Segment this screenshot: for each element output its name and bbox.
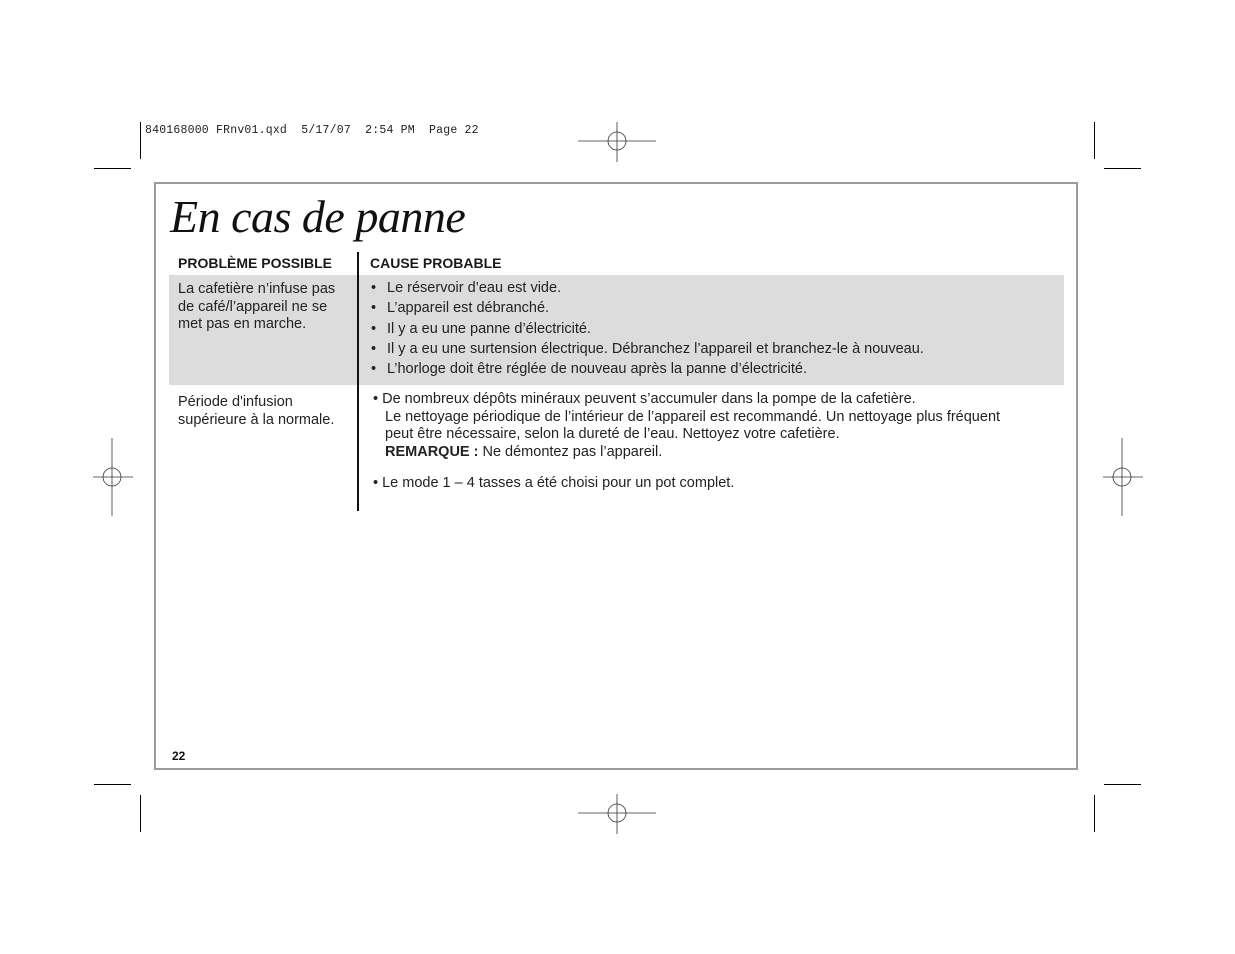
row-2-cause-1 xyxy=(373,391,1000,461)
column-divider xyxy=(357,252,359,511)
page-title: En cas de panne xyxy=(170,191,466,242)
note-line xyxy=(373,444,1000,462)
page-number: 22 xyxy=(172,749,186,763)
header-problem: PROBLÈME POSSIBLE xyxy=(178,255,333,271)
list-item: • Le réservoir d’eau est vide. xyxy=(371,280,562,296)
list-item: • L’appareil est débranché. xyxy=(371,300,550,317)
list-item: • Il y a eu une surtension électrique. Débranchez l’appareil et branchez-le à nouveau. xyxy=(371,340,924,357)
registration-mark-right-icon xyxy=(1103,438,1143,516)
row-2-problem: Période d'infusion supérieure à la normale. xyxy=(178,394,335,428)
row-2-cause-2: • Le mode 1 – 4 tasses a été choisi pour un pot complet. xyxy=(373,475,735,491)
registration-mark-left-icon xyxy=(93,438,133,516)
note-label: REMARQUE : xyxy=(385,443,479,460)
row-1-problem: La cafetière n’infuse pas de café/l’appareil ne se met pas en marche. xyxy=(178,281,336,332)
registration-mark-top-icon xyxy=(578,122,656,162)
header-cause: CAUSE PROBABLE xyxy=(370,255,502,271)
list-item: • L’horloge doit être réglée de nouveau après la panne d’électricité. xyxy=(371,361,807,378)
cause-line: peut être nécessaire, selon la dureté de l’eau. Nettoyez votre cafetière. xyxy=(385,426,840,442)
registration-mark-bottom-icon xyxy=(578,794,656,834)
print-slug: 840168000 FRnv01.qxd 5/17/07 2:54 PM Page 22 xyxy=(145,124,479,137)
note-text: Ne démontez pas l’appareil. xyxy=(478,443,663,460)
row-1-causes xyxy=(371,278,924,379)
list-item: • Il y a eu une panne d’électricité. xyxy=(371,320,591,337)
cause-line: Le nettoyage périodique de l’intérieur de l’appareil est recommandé. Un nettoyage plus fréquent xyxy=(385,408,1001,425)
cause-line: • De nombreux dépôts minéraux peuvent s’accumuler dans la pompe de la cafetière. xyxy=(373,391,916,407)
